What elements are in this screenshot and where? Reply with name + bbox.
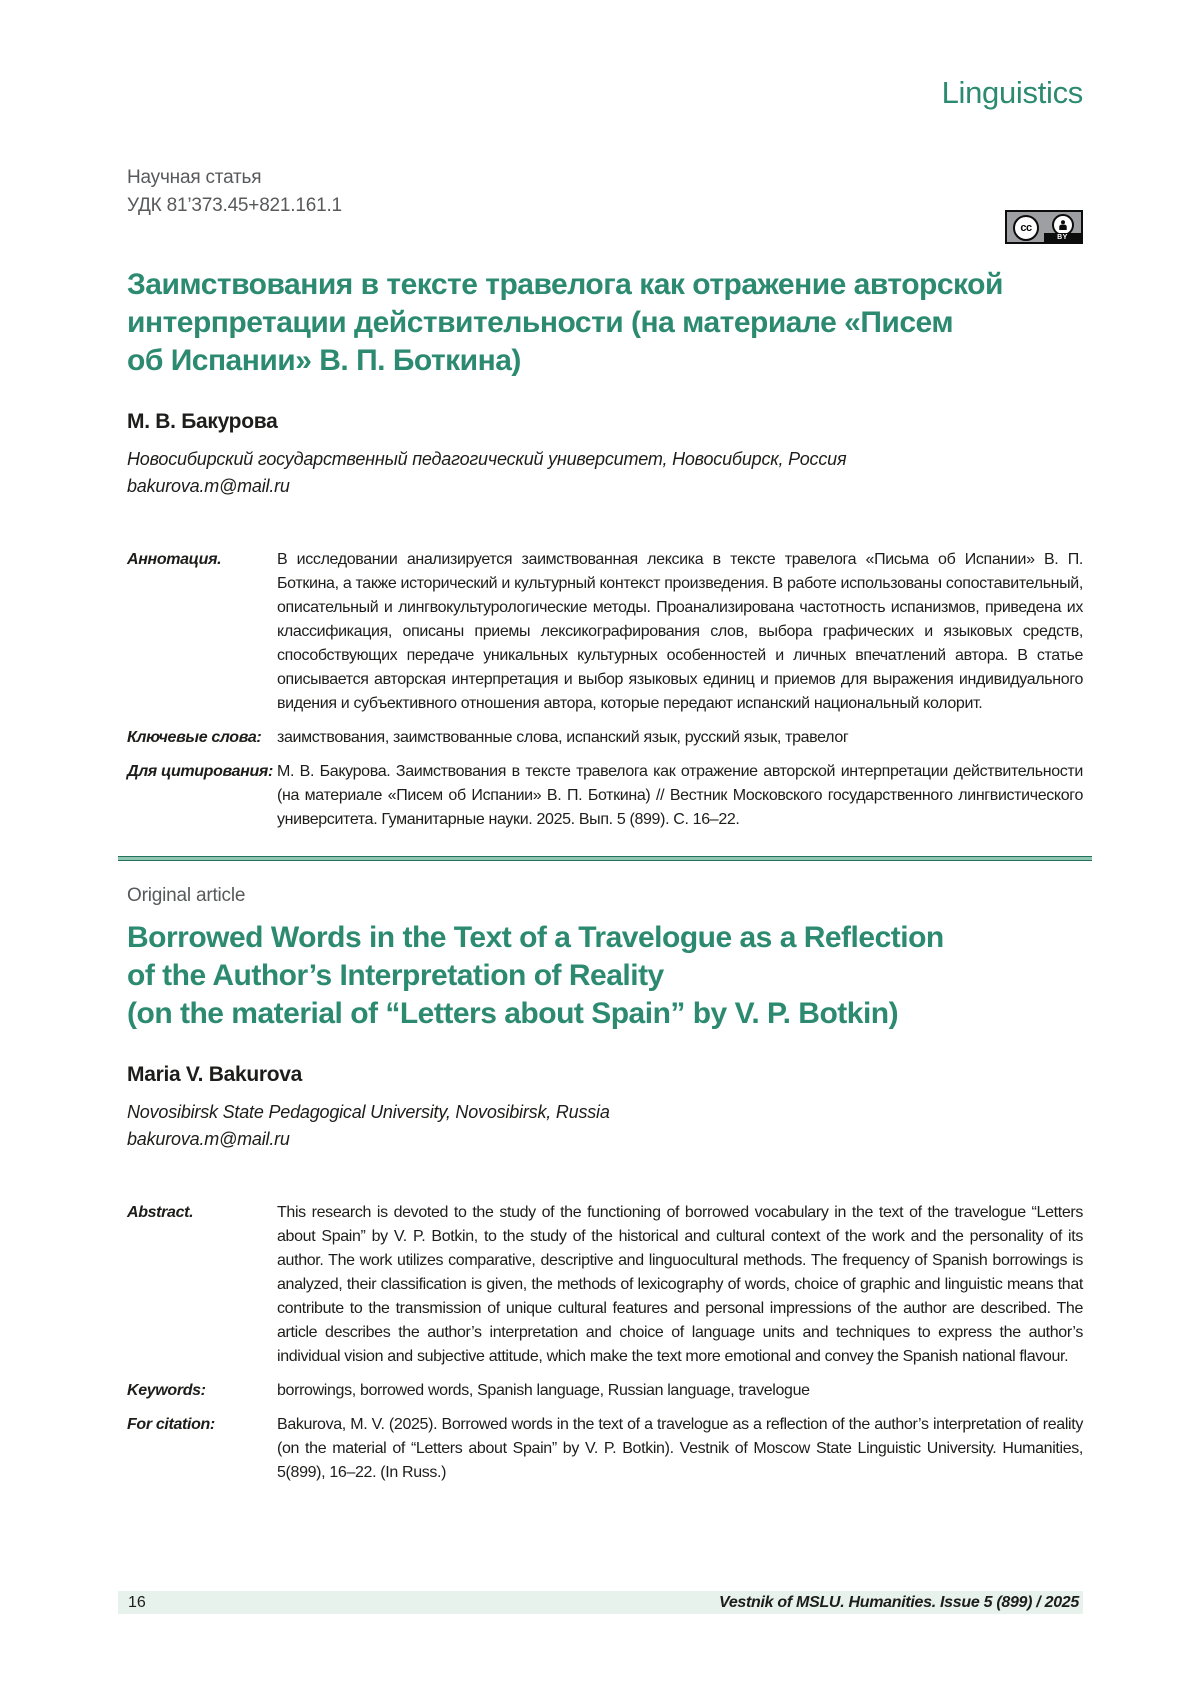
article-type-ru: Научная статья — [127, 167, 262, 188]
attribution-block — [1044, 212, 1081, 242]
page-footer — [118, 1591, 1083, 1614]
affiliation-en: Novosibirsk State Pedagogical University, Novosibirsk, Russia — [127, 1102, 610, 1122]
citation-label-en: For citation: — [127, 1416, 215, 1433]
author-email-en[interactable]: bakurova.m@mail.ru — [127, 1129, 290, 1149]
abstract-text-ru: В исследовании анализируется заимствованная лексика в тексте травелога «Письма об Испании» В. П. Боткина, а также исторический и культурный контекст произведения. В работе использованы сопоставительный, описательный и лингвокультурологические методы. Проанализирована частотность испанизмов, приведена их классификация, описаны приемы лексикографирования слов, выбора графических и языковых средств, способствующих передаче уникальных культурных особенностей и личных впечатлений автора. В статье описывается авторская интерпретация и выбор языковых единиц и приемов для выражения индивидуального видения и субъективного отношения автора, которые передают испанский национальный колорит. — [277, 551, 1083, 712]
section-label: Linguistics — [941, 75, 1083, 110]
keywords-label-ru: Ключевые слова: — [127, 729, 262, 746]
keywords-text-en: borrowings, borrowed words, Spanish language, Russian language, travelogue — [277, 1382, 810, 1399]
journal-reference: Vestnik of MSLU. Humanities. Issue 5 (899) / 2025 — [719, 1593, 1079, 1611]
author-name-en: Maria V. Bakurova — [127, 1063, 303, 1086]
abstract-block-ru — [127, 548, 1083, 832]
by-label: BY — [1044, 233, 1081, 242]
abstract-label-en: Abstract. — [127, 1204, 194, 1221]
citation-label-ru: Для цитирования: — [127, 763, 273, 780]
page-number: 16 — [128, 1593, 146, 1611]
author-email-ru[interactable]: bakurova.m@mail.ru — [127, 476, 290, 496]
affiliation-ru: Новосибирский государственный педагогический университет, Новосибирск, Россия — [127, 449, 847, 469]
article-title-ru: Заимствования в тексте травелога как отражение авторской интерпретации действительности (на материале «Писем об Испании» В. П. Боткина) — [127, 268, 1003, 377]
citation-text-en: Bakurova, M. V. (2025). Borrowed words in the text of a travelogue as a reflection of the author’s interpretation of reality (on the material of “Letters about Spain” by V. P. Botkin). Vestnik of Moscow State Linguistic University. Humanities, 5(899), 16–22. (In Russ.) — [277, 1416, 1083, 1481]
cc-by-license-badge[interactable] — [1005, 210, 1083, 244]
section-divider — [118, 856, 1092, 861]
citation-text-ru: М. В. Бакурова. Заимствования в тексте травелога как отражение авторской интерпретации действительности (на материале «Писем об Испании» В. П. Боткина) // Вестник Московского государственного лингвистического университета. Гуманитарные науки. 2025. Вып. 5 (899). С. 16–22. — [277, 763, 1083, 828]
article-meta — [127, 164, 342, 220]
abstract-label-ru: Аннотация. — [127, 551, 222, 568]
author-name-ru: М. В. Бакурова — [127, 410, 278, 433]
abstract-text-en: This research is devoted to the study of the functioning of borrowed vocabulary in the text of the travelogue “Letters about Spain” by V. P. Botkin, to the study of the historical and cultural context of the work and the personality of its author. The work utilizes comparative, descriptive and linguocultural methods. The frequency of Spanish borrowings is analyzed, their classification is given, the methods of lexicography of words, choice of graphic and linguistic means that contribute to the transmission of unique cultural features and personal impressions of the author are described. The article describes the author’s interpretation and choice of language units and techniques to express the author’s individual vision and subjective attitude, which make the text more emotional and convey the Spanish national flavour. — [277, 1204, 1083, 1365]
article-type-en: Original article — [127, 885, 246, 906]
running-head — [127, 76, 1083, 110]
keywords-label-en: Keywords: — [127, 1382, 206, 1399]
udc-code: УДК 81’373.45+821.161.1 — [127, 195, 342, 216]
creative-commons-icon: cc — [1013, 215, 1039, 241]
meta-row — [127, 164, 1083, 244]
keywords-text-ru: заимствования, заимствованные слова, испанский язык, русский язык, травелог — [277, 729, 849, 746]
article-title-en: Borrowed Words in the Text of a Travelogue as a Reflection of the Author’s Interpretation of Reality (on the material of “Letters about Spain” by V. P. Botkin) — [127, 921, 944, 1030]
abstract-block-en — [127, 1201, 1083, 1485]
